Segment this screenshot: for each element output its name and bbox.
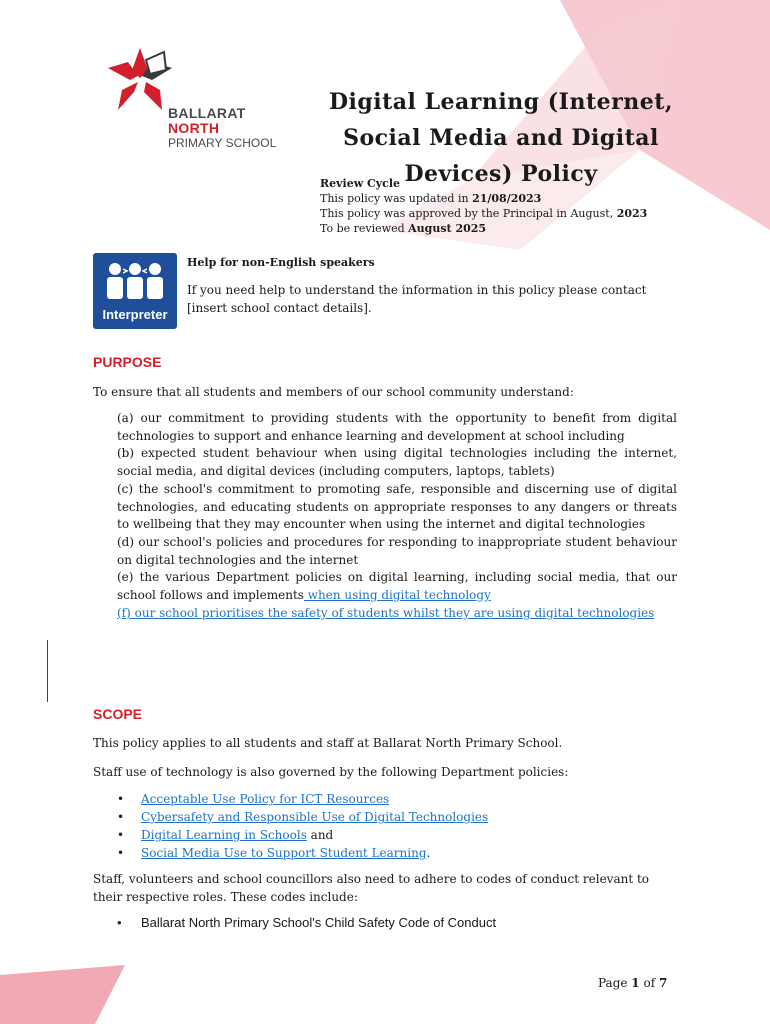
interpreter-label: Interpreter xyxy=(102,307,168,322)
purpose-item-c: (c) the school's commitment to promoting safe, responsible and discerning use of digital technologies, and educating students on appropriate responses to any dangers or threats to wellbeing that they may encounter when using the internet and digital technologies xyxy=(117,481,677,532)
purpose-item-e xyxy=(117,569,677,604)
review-heading: Review Cycle xyxy=(320,177,401,190)
policy-link-digital-learning[interactable]: Digital Learning in Schools xyxy=(141,828,307,842)
purpose-item-e-link[interactable]: when using digital technology xyxy=(303,588,491,603)
review-approved-prefix: This policy was approved by the Principal in August, xyxy=(320,207,617,220)
purpose-item-b: (b) expected student behaviour when using digital technologies including the internet, social media, and digital devices (including computers, laptops, tablets) xyxy=(117,446,677,479)
purpose-item-d: (d) our school's policies and procedures for responding to inappropriate student behaviour on digital technologies and the internet xyxy=(117,534,677,567)
policy-item xyxy=(117,826,677,844)
policy-link-social-media[interactable]: Social Media Use to Support Student Learning xyxy=(141,846,427,860)
policy-item xyxy=(117,808,677,826)
purpose-list xyxy=(117,410,677,622)
purpose-item-e-text: (e) the various Department policies on digital learning, including social media, that our school follows and implements xyxy=(117,570,677,603)
title-line-3: Devices) Policy xyxy=(404,161,598,187)
scope-paragraph-3: Staff, volunteers and school councillors also need to adhere to codes of conduct relevant to their respective roles. These codes include: xyxy=(93,872,650,904)
purpose-item-f-link[interactable]: (f) our school prioritises the safety of students whilst they are using digital technologies xyxy=(117,605,655,620)
title-line-2: Social Media and Digital xyxy=(343,125,659,151)
codes-list xyxy=(117,915,496,930)
page-prefix: Page xyxy=(598,976,632,990)
scope-paragraph-1: This policy applies to all students and staff at Ballarat North Primary School. xyxy=(93,736,563,750)
policy-link-cybersafety[interactable]: Cybersafety and Responsible Use of Digital Technologies xyxy=(141,810,489,824)
policy-item xyxy=(117,844,677,862)
code-item-child-safety: • Ballarat North Primary School's Child Safety Code of Conduct xyxy=(117,915,496,930)
title-line-1: Digital Learning (Internet, xyxy=(328,89,674,115)
purpose-item-a: (a) our commitment to providing students with the opportunity to benefit from digital technologies to support and enhance learning and development at school including xyxy=(117,411,677,443)
help-text: If you need help to understand the information in this policy please contact [insert school contact details]. xyxy=(187,283,647,315)
help-title: Help for non-English speakers xyxy=(187,256,375,269)
page-total: 7 xyxy=(658,976,668,990)
logo-line-primary-school: PRIMARY SCHOOL xyxy=(168,136,277,150)
logo-line-north: NORTH xyxy=(168,120,220,136)
page-number xyxy=(598,976,667,990)
review-cycle xyxy=(320,176,647,236)
policy-suffix: . xyxy=(426,846,431,860)
page-current: 1 xyxy=(631,976,640,990)
policy-link-acceptable-use[interactable]: Acceptable Use Policy for ICT Resources xyxy=(141,792,390,806)
school-logo xyxy=(100,40,280,160)
scope-heading: SCOPE xyxy=(93,706,143,722)
purpose-intro: To ensure that all students and members of our school community understand: xyxy=(93,385,574,399)
interpreter-people-icon xyxy=(93,257,177,305)
review-reviewed-date: August 2025 xyxy=(408,222,487,235)
purpose-heading: PURPOSE xyxy=(93,354,162,370)
policy-suffix: and xyxy=(306,828,334,842)
review-approved-year: 2023 xyxy=(616,207,648,220)
interpreter-symbol xyxy=(93,253,177,329)
department-policies-list xyxy=(117,790,677,862)
policy-item xyxy=(117,790,677,808)
margin-change-bar xyxy=(47,640,48,702)
review-updated-prefix: This policy was updated in xyxy=(320,192,473,205)
scope-paragraph-2: Staff use of technology is also governed by the following Department policies: xyxy=(93,765,569,779)
review-reviewed-prefix: To be reviewed xyxy=(320,222,409,235)
logo-line-ballarat: BALLARAT xyxy=(168,105,246,121)
page-of: of xyxy=(639,976,659,990)
review-updated-date: 21/08/2023 xyxy=(472,192,542,205)
